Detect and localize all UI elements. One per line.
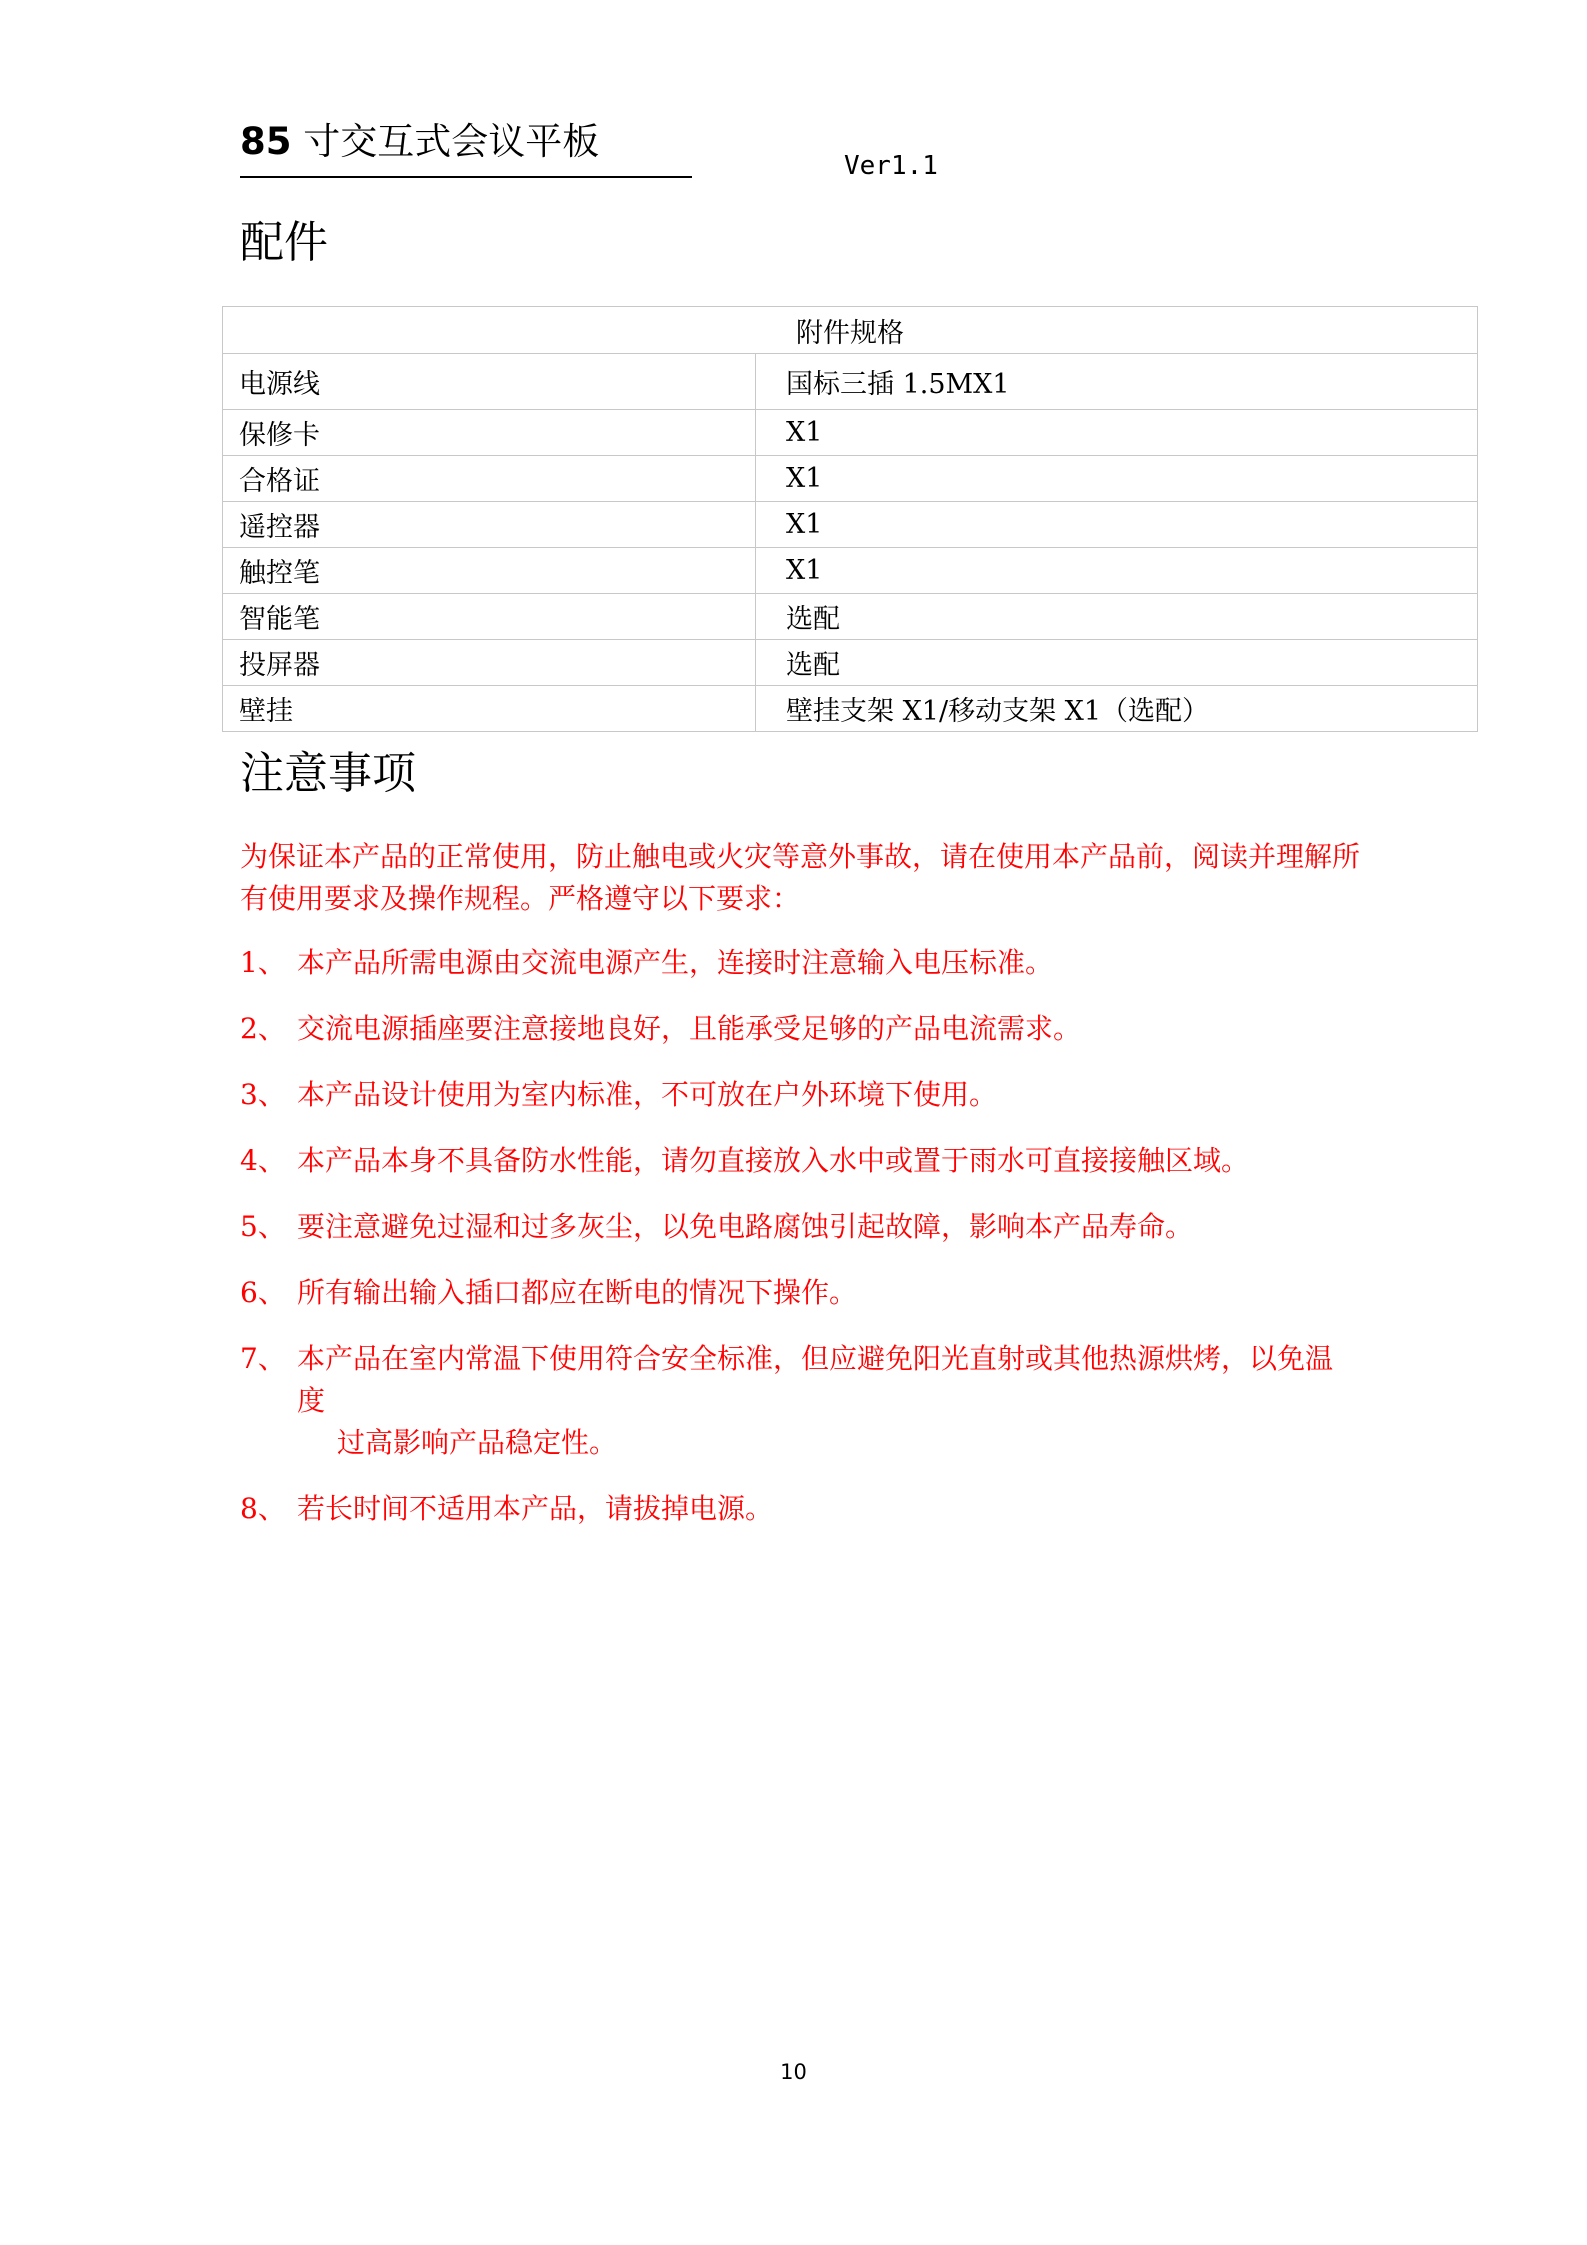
list-item-text: 若长时间不适用本产品，请拔掉电源。 (297, 1492, 774, 1525)
spec-cell: X1 (756, 410, 1478, 456)
spec-cell: X1 (756, 456, 1478, 502)
list-marker: 5、 (240, 1210, 286, 1243)
spec-cell: X1 (756, 502, 1478, 548)
list-item-text: 本产品在室内常温下使用符合安全标准，但应避免阳光直射或其他热源烘烤，以免温度 (297, 1342, 1334, 1417)
list-item-text: 所有输出输入插口都应在断电的情况下操作。 (297, 1276, 858, 1309)
list-item-text: 本产品设计使用为室内标准，不可放在户外环境下使用。 (297, 1078, 998, 1111)
title-product-name: 寸交互式会议平板 (303, 120, 600, 163)
list-marker: 1、 (240, 946, 286, 979)
item-cell: 智能笔 (223, 594, 756, 640)
intro-line: 有使用要求及操作规程。严格遵守以下要求： (240, 882, 801, 915)
list-item (240, 1488, 1360, 1530)
title-underline (240, 176, 692, 178)
spec-cell: X1 (756, 548, 1478, 594)
list-item (240, 1206, 1360, 1248)
item-cell: 保修卡 (223, 410, 756, 456)
notes-section (240, 836, 1360, 1554)
accessories-table (222, 306, 1478, 732)
list-item-text: 本产品所需电源由交流电源产生，连接时注意输入电压标准。 (297, 946, 1054, 979)
intro-line: 为保证本产品的正常使用，防止触电或火灾等意外事故，请在使用本产品前，阅读并理解所 (240, 840, 1361, 873)
list-item (240, 1074, 1360, 1116)
spec-cell: 壁挂支架 X1/移动支架 X1（选配） (756, 686, 1478, 732)
list-item-text: 交流电源插座要注意接地良好，且能承受足够的产品电流需求。 (297, 1012, 1082, 1045)
list-marker: 3、 (240, 1078, 286, 1111)
document-title (240, 118, 599, 166)
list-item-text: 本产品本身不具备防水性能，请勿直接放入水中或置于雨水可直接接触区域。 (297, 1144, 1250, 1177)
list-marker: 7、 (240, 1342, 286, 1375)
table-row (223, 502, 1478, 548)
item-cell: 投屏器 (223, 640, 756, 686)
list-marker: 6、 (240, 1276, 286, 1309)
table-header-cell: 附件规格 (223, 307, 1478, 354)
table-row (223, 410, 1478, 456)
list-item (240, 1272, 1360, 1314)
item-cell: 电源线 (223, 354, 756, 410)
spec-cell: 选配 (756, 594, 1478, 640)
item-cell: 合格证 (223, 456, 756, 502)
item-cell: 遥控器 (223, 502, 756, 548)
list-item-text: 要注意避免过湿和过多灰尘，以免电路腐蚀引起故障，影响本产品寿命。 (297, 1210, 1194, 1243)
list-marker: 4、 (240, 1144, 286, 1177)
list-item (240, 1338, 1360, 1464)
table-row (223, 686, 1478, 732)
item-cell: 壁挂 (223, 686, 756, 732)
list-marker: 2、 (240, 1012, 286, 1045)
table-header-row (223, 307, 1478, 354)
spec-cell: 选配 (756, 640, 1478, 686)
table-row (223, 548, 1478, 594)
list-item (240, 942, 1360, 984)
page-number: 10 (780, 2060, 807, 2084)
item-cell: 触控笔 (223, 548, 756, 594)
accessories-heading: 配件 (240, 217, 328, 268)
list-marker: 8、 (240, 1492, 286, 1525)
list-item (240, 1008, 1360, 1050)
notes-heading: 注意事项 (240, 748, 416, 799)
table-row (223, 456, 1478, 502)
spec-cell: 国标三插 1.5MX1 (756, 354, 1478, 410)
title-model-size: 85 (240, 120, 292, 163)
table-row (223, 640, 1478, 686)
version-label: Ver1.1 (844, 151, 938, 181)
table-row (223, 354, 1478, 410)
list-item-text-continuation: 过高影响产品稳定性。 (337, 1426, 618, 1459)
notes-intro (240, 836, 1360, 920)
table-row (223, 594, 1478, 640)
list-item (240, 1140, 1360, 1182)
